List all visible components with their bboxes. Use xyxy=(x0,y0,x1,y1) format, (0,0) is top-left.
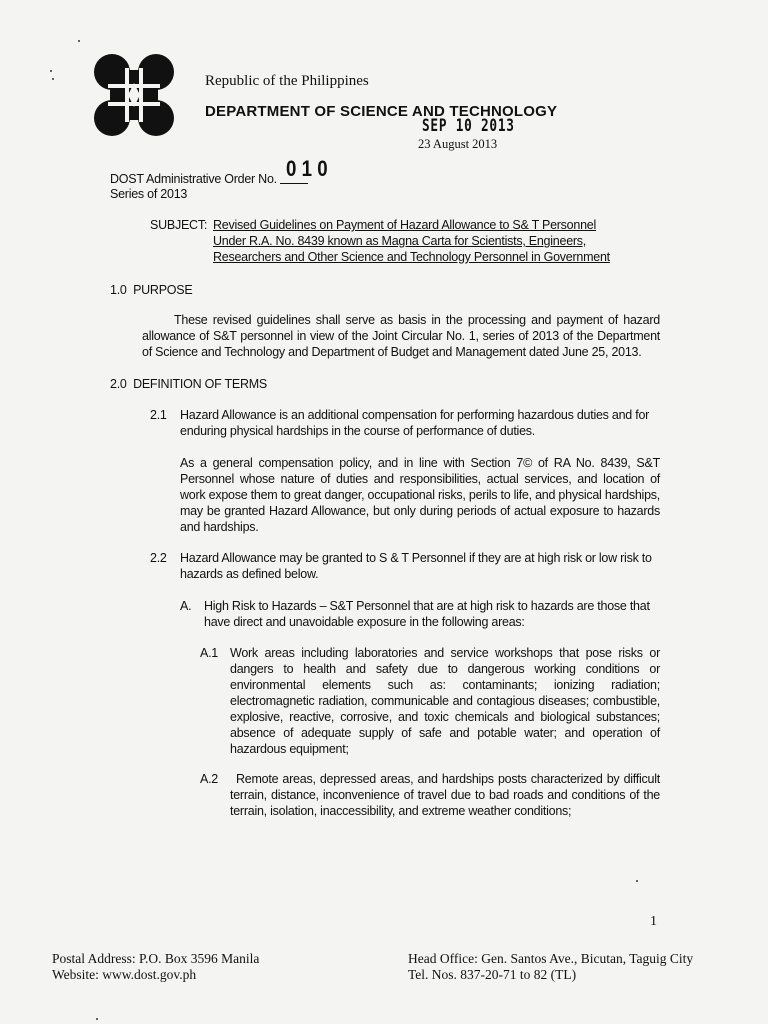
order-number: 0 1 0 xyxy=(286,156,328,181)
scan-speck xyxy=(78,40,80,42)
item-a1-text: Work areas including laboratories and service workshops that pose risks or dangers to health and safety due to dangerous working conditions or environmental elements such as: contaminants; ionizing radiation; electromagnetic radiation, communicable and contagious diseases; combustible, explosive, reactive, corrosive, and toxic chemicals and biological substances; absence of adequate supply of safe and potable water; and operation of hazardous equipment; xyxy=(230,646,660,756)
subject-line-3: Researchers and Other Science and Technology Personnel in Government xyxy=(213,250,610,264)
item-2-2-text: Hazard Allowance may be granted to S & T Personnel if they are at high risk or low risk to hazards as defined below. xyxy=(180,551,652,581)
scan-speck xyxy=(52,78,54,80)
order-number-line xyxy=(280,183,308,184)
order-label: DOST Administrative Order No. xyxy=(110,172,277,186)
republic-line: Republic of the Philippines xyxy=(205,73,369,89)
department-title: DEPARTMENT OF SCIENCE AND TECHNOLOGY xyxy=(205,103,558,120)
document-date: 23 August 2013 xyxy=(418,137,498,151)
item-a2-number: A.2 xyxy=(200,772,219,786)
footer-head-office: Head Office: Gen. Santos Ave., Bicutan, Taguig City xyxy=(408,951,694,966)
purpose-text: These revised guidelines shall serve as basis in the processing and payment of hazard allowance of S&T personnel in view of the Joint Circular No. 1, series of 2013 of the Department of Science and Technology and Department of Budget and Management dated June 25, 2013. xyxy=(142,313,660,359)
page-number: 1 xyxy=(650,914,657,929)
footer-postal: Postal Address: P.O. Box 3596 Manila xyxy=(52,951,260,966)
item-a1-number: A.1 xyxy=(200,646,219,660)
item-a-label: A. xyxy=(180,599,192,613)
subject-line-1: Revised Guidelines on Payment of Hazard Allowance to S& T Personnel xyxy=(213,218,597,232)
scan-speck xyxy=(636,880,638,882)
footer-tel: Tel. Nos. 837-20-71 to 82 (TL) xyxy=(408,967,577,982)
scan-speck xyxy=(96,1018,98,1020)
scan-speck xyxy=(50,70,52,72)
item-2-1-number: 2.1 xyxy=(150,408,167,422)
item-2-1-paragraph: As a general compensation policy, and in line with Section 7© of RA No. 8439, S&T Personnel whose nature of duties and responsibilities, actual services, and location of work expose them to great danger, occupational risks, perils to life, and physical hardships, may be granted Hazard Allowance, but only during periods of actual exposure to hazards and hardships. xyxy=(180,456,660,534)
subject-label: SUBJECT: xyxy=(150,218,208,232)
item-a2-text: Remote areas, depressed areas, and hardships posts characterized by difficult terrain, distance, inconvenience of travel due to bad roads and conditions of the terrain, isolation, inaccessibility, and extreme weather conditions; xyxy=(230,772,660,818)
subject-line-2: Under R.A. No. 8439 known as Magna Carta for Scientists, Engineers, xyxy=(213,234,587,248)
received-stamp: SEP 10 2013 xyxy=(422,116,515,136)
purpose-heading: 1.0 PURPOSE xyxy=(110,283,193,297)
item-a-text: High Risk to Hazards – S&T Personnel that are at high risk to hazards are those that have direct and unavoidable exposure in the following areas: xyxy=(204,599,650,629)
definitions-heading: 2.0 DEFINITION OF TERMS xyxy=(110,377,267,391)
series-label: Series of 2013 xyxy=(110,187,188,201)
footer-website: Website: www.dost.gov.ph xyxy=(52,967,197,982)
item-2-1-text: Hazard Allowance is an additional compensation for performing hazardous duties and for enduring physical hardships in the course of performance of duties. xyxy=(180,408,650,438)
dost-logo-icon xyxy=(88,50,180,140)
item-2-2-number: 2.2 xyxy=(150,551,167,565)
